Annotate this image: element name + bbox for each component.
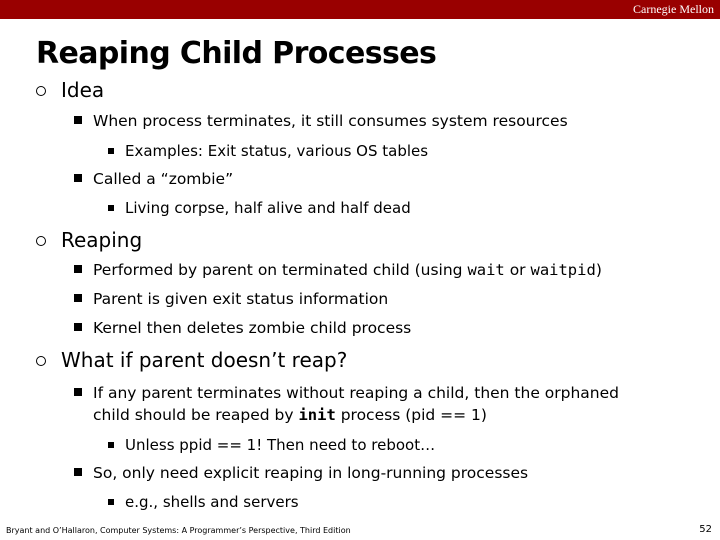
square-bullet-icon <box>74 468 82 476</box>
square-bullet-icon <box>74 116 82 124</box>
bullet-reaping <box>36 228 142 252</box>
idea-bullet-1-text: When process terminates, it still consumes system resources <box>93 112 568 130</box>
reaping-bullet-1-mid: or <box>504 261 531 279</box>
no-reap-subbullet-2 <box>108 493 299 511</box>
square-bullet-icon <box>74 174 82 182</box>
square-bullet-icon <box>108 442 114 448</box>
hollow-circle-bullet-icon <box>36 236 46 246</box>
reaping-bullet-1-text: Performed by parent on terminated child (using <box>93 261 468 279</box>
no-reap-subbullet-2-text: e.g., shells and servers <box>125 493 299 511</box>
no-reap-bullet-1-line-2-tail: process (pid == 1) <box>335 406 487 424</box>
idea-bullet-2-text: Called a “zombie” <box>93 170 234 188</box>
reaping-bullet-1 <box>74 261 602 279</box>
square-bullet-icon <box>74 265 82 273</box>
no-reap-subbullet-1 <box>108 436 435 454</box>
square-bullet-icon <box>108 205 114 211</box>
idea-subbullet-2 <box>108 199 411 217</box>
no-reap-bullet-1 <box>74 384 619 402</box>
no-reap-heading: What if parent doesn’t reap? <box>61 348 348 372</box>
footer-citation: Bryant and O’Hallaron, Computer Systems: A Programmer’s Perspective, Third Edition <box>6 526 351 535</box>
reaping-heading: Reaping <box>61 228 143 252</box>
idea-bullet-2 <box>74 170 233 188</box>
hollow-circle-bullet-icon <box>36 86 46 96</box>
code-wait: wait <box>467 261 505 279</box>
bullet-idea <box>36 78 104 102</box>
page-number: 52 <box>699 524 712 535</box>
idea-heading: Idea <box>61 78 105 102</box>
reaping-bullet-2 <box>74 290 388 308</box>
square-bullet-icon <box>74 294 82 302</box>
hollow-circle-bullet-icon <box>36 356 46 366</box>
code-waitpid: waitpid <box>530 261 596 279</box>
reaping-bullet-2-text: Parent is given exit status information <box>93 290 389 308</box>
no-reap-bullet-1-line-1: If any parent terminates without reaping a child, then the orphaned <box>93 384 620 402</box>
no-reap-bullet-1-line-2-text: child should be reaped by <box>93 406 299 424</box>
no-reap-bullet-2 <box>74 464 528 482</box>
slide-title: Reaping Child Processes <box>36 36 437 71</box>
no-reap-bullet-1-line-2 <box>93 406 487 424</box>
square-bullet-icon <box>108 499 114 505</box>
idea-bullet-1 <box>74 112 568 130</box>
square-bullet-icon <box>74 388 82 396</box>
header-bar <box>0 0 720 19</box>
no-reap-subbullet-1-text: Unless ppid == 1! Then need to reboot… <box>125 436 436 454</box>
reaping-bullet-3-text: Kernel then deletes zombie child process <box>93 319 412 337</box>
code-init: init <box>298 406 336 424</box>
idea-subbullet-1-text: Examples: Exit status, various OS tables <box>125 142 429 160</box>
no-reap-bullet-2-text: So, only need explicit reaping in long-running processes <box>93 464 529 482</box>
idea-subbullet-2-text: Living corpse, half alive and half dead <box>125 199 411 217</box>
idea-subbullet-1 <box>108 142 428 160</box>
reaping-bullet-3 <box>74 319 411 337</box>
square-bullet-icon <box>108 148 114 154</box>
bullet-no-reap <box>36 348 347 372</box>
brand-label: Carnegie Mellon <box>633 2 714 16</box>
reaping-bullet-1-close: ) <box>595 261 602 279</box>
square-bullet-icon <box>74 323 82 331</box>
